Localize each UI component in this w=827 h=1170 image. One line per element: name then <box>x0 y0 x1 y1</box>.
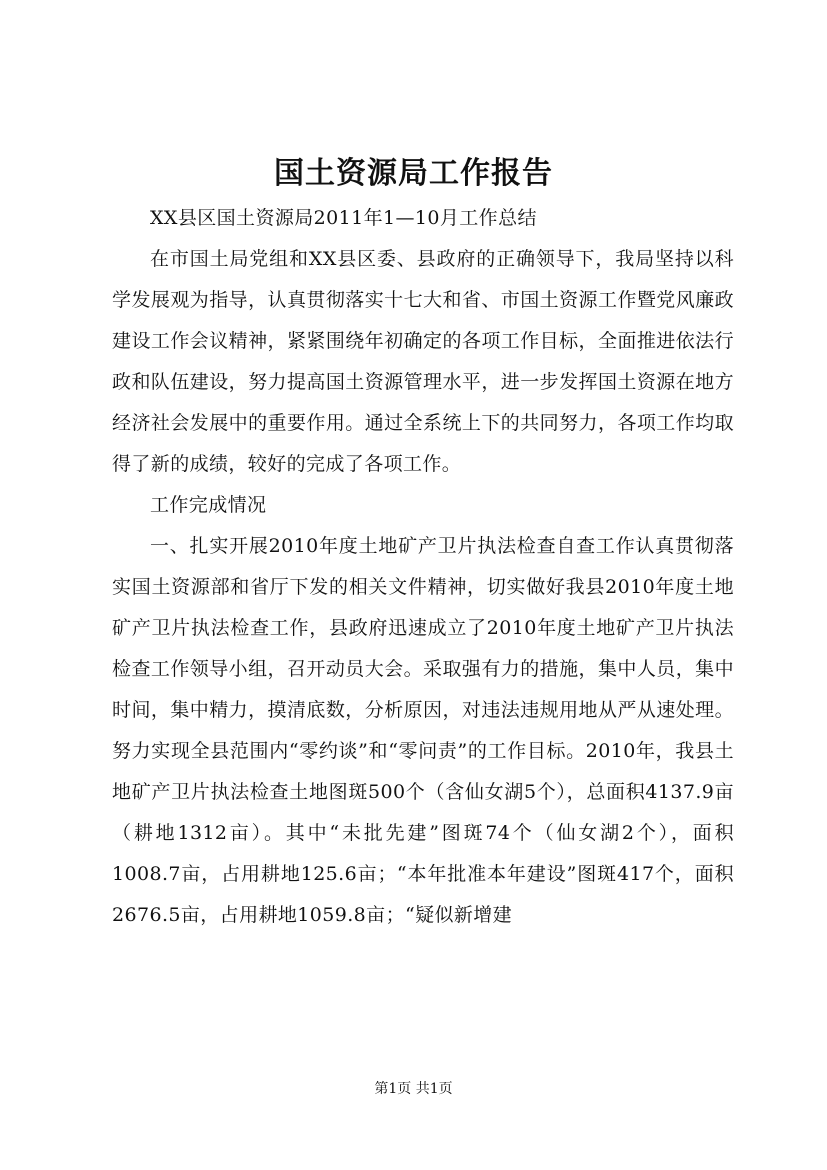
paragraph-item-one: 一、扎实开展2010年度土地矿产卫片执法检查自查工作认真贯彻落实国土资源部和省厅下发的相关文件精神，切实做好我县2010年度土地矿产卫片执法检查工作，县政府迅速成立了2010年度土地矿产卫片执法检查工作领导小组，召开动员大会。采取强有力的措施，集中人员，集中时间，集中精力，摸清底数，分析原因，对违法违规用地从严从速处理。努力实现全县范围内“零约谈”和“零问责”的工作目标。2010年，我县土地矿产卫片执法检查土地图斑500个（含仙女湖5个），总面积4137.9亩（耕地1312亩）。其中“未批先建”图斑74个（仙女湖2个），面积1008.7亩，占用耕地125.6亩；“本年批准本年建设”图斑417个，面积2676.5亩，占用耕地1059.8亩；“疑似新增建 <box>112 535 734 926</box>
paragraph-subtitle: XX县区国土资源局2011年1—10月工作总结 <box>150 207 537 229</box>
paragraph-section-heading: 工作完成情况 <box>150 494 267 516</box>
document-title: 国土资源局工作报告 <box>274 156 553 191</box>
document-body <box>112 198 734 936</box>
paragraph-intro: 在市国土局党组和XX县区委、县政府的正确领导下，我局坚持以科学发展观为指导，认真贯彻落实十七大和省、市国土资源工作暨党风廉政建设工作会议精神，紧紧围绕年初确定的各项工作目标，全面推进依法行政和队伍建设，努力提高国土资源管理水平，进一步发挥国土资源在地方经济社会发展中的重要作用。通过全系统上下的共同努力，各项工作均取得了新的成绩，较好的完成了各项工作。 <box>112 248 734 475</box>
page-footer: 第1页 共1页 <box>374 1081 453 1097</box>
